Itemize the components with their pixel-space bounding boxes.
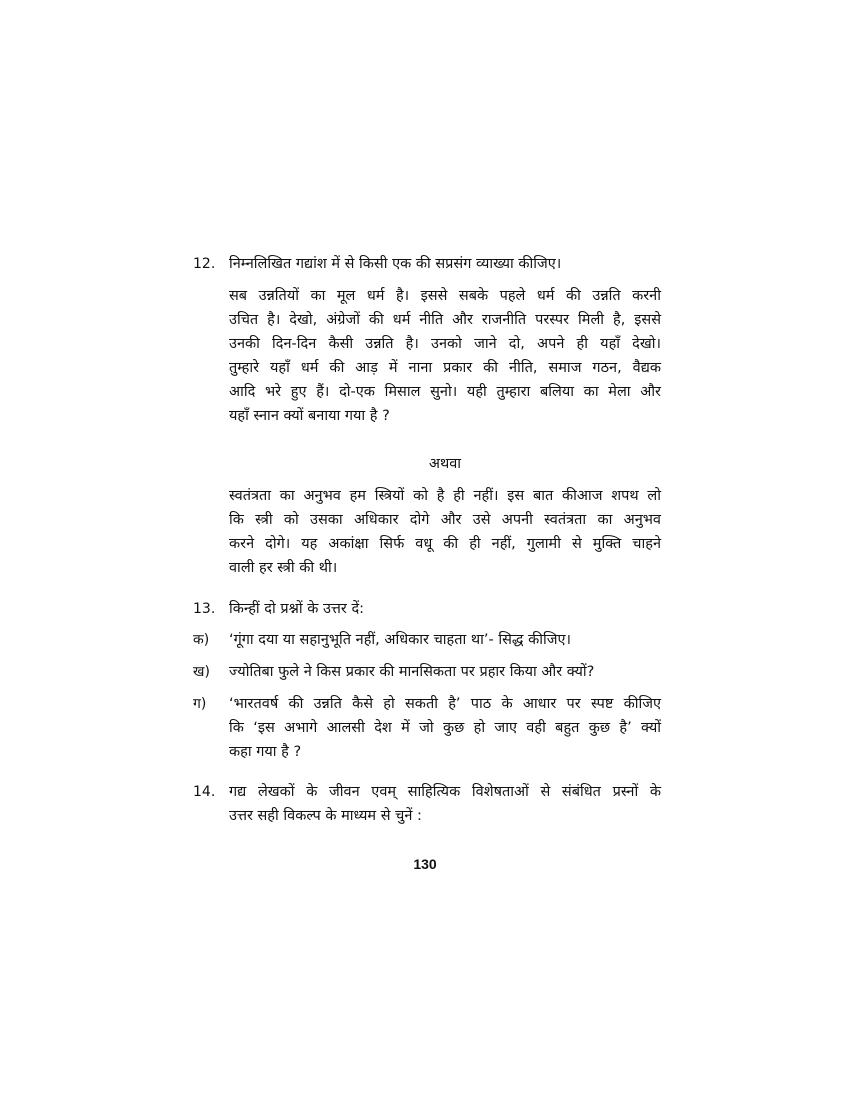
- question-line: उत्तर सही विकल्प के माध्यम से चुनें :: [229, 808, 422, 824]
- question-14: [193, 780, 663, 828]
- question-13: [193, 597, 663, 621]
- passage-line: यहाँ स्नान क्यों बनाया गया है ?: [229, 408, 390, 424]
- sub-question-text: ज्योतिबा फुले ने किस प्रकार की मानसिकता पर प्रहार किया और क्यों?: [229, 664, 595, 680]
- question-line: गद्य लेखकों के जीवन एवम् साहित्यिक विशेषताओं से संबंधित प्रस्नों के: [229, 784, 661, 800]
- sub-question-label: ख): [193, 664, 210, 680]
- sub-question-line: ‘भारतवर्ष की उन्नति कैसे हो सकती है’ पाठ के आधार पर स्पष्ट कीजिए: [229, 696, 661, 712]
- sub-question-label: क): [193, 632, 210, 648]
- sub-question-line: कि ‘इस अभागे आलसी देश में जो कुछ हो जाए वही बहुत कुछ है’ क्यों: [229, 720, 661, 736]
- passage-2: [193, 484, 663, 580]
- passage-line: सब उन्नतियों का मूल धर्म है। इससे सबके पहले धर्म की उन्नति करनी: [229, 288, 661, 304]
- passage-line: करने दोगे। यह अकांक्षा सिर्फ वधू की ही नहीं, गुलामी से मुक्ति चाहने: [229, 536, 661, 552]
- passage-line: तुम्हारे यहाँ धर्म की आड़ में नाना प्रकार की नीति, समाज गठन, वैद्यक: [229, 360, 661, 376]
- question-number: 14.: [193, 784, 216, 800]
- sub-question-text: ‘गूंगा दया या सहानुभूति नहीं, अधिकार चाहता था’- सिद्ध कीजिए।: [229, 632, 572, 648]
- sub-question-c: [193, 692, 663, 764]
- passage-line: स्वतंत्रता का अनुभव हम स्त्रियों को है ही नहीं। इस बात कीआज शपथ लो: [229, 488, 661, 504]
- question-instruction: किन्हीं दो प्रश्नों के उत्तर दें:: [229, 601, 365, 617]
- question-instruction: निम्नलिखित गद्यांश में से किसी एक की सप्रसंग व्याख्या कीजिए।: [229, 256, 562, 272]
- sub-question-b: [193, 660, 663, 684]
- or-divider: [193, 452, 663, 476]
- page-number: 130: [413, 856, 437, 872]
- sub-question-a: [193, 628, 663, 652]
- sub-question-line: कहा गया है ?: [229, 744, 302, 760]
- question-number: 12.: [193, 256, 216, 272]
- question-number: 13.: [193, 601, 216, 617]
- question-12: [193, 252, 663, 276]
- passage-1: [193, 284, 663, 428]
- passage-line: वाली हर स्त्री की थी।: [229, 560, 338, 576]
- passage-line: आदि भरे हुए हैं। दो-एक मिसाल सुनो। यही तुम्हारा बलिया का मेला और: [229, 384, 661, 400]
- passage-line: उनकी दिन-दिन कैसी उन्नति है। उनको जाने दो, अपने ही यहाँ देखो।: [229, 336, 661, 352]
- or-label: अथवा: [428, 456, 462, 472]
- passage-line: उचित है। देखो, अंग्रेजों की धर्म नीति और राजनीति परस्पर मिली है, इससे: [229, 312, 661, 328]
- passage-line: कि स्त्री को उसका अधिकार दोगे और उसे अपनी स्वतंत्रता का अनुभव: [229, 512, 661, 528]
- sub-question-label: ग): [193, 696, 207, 712]
